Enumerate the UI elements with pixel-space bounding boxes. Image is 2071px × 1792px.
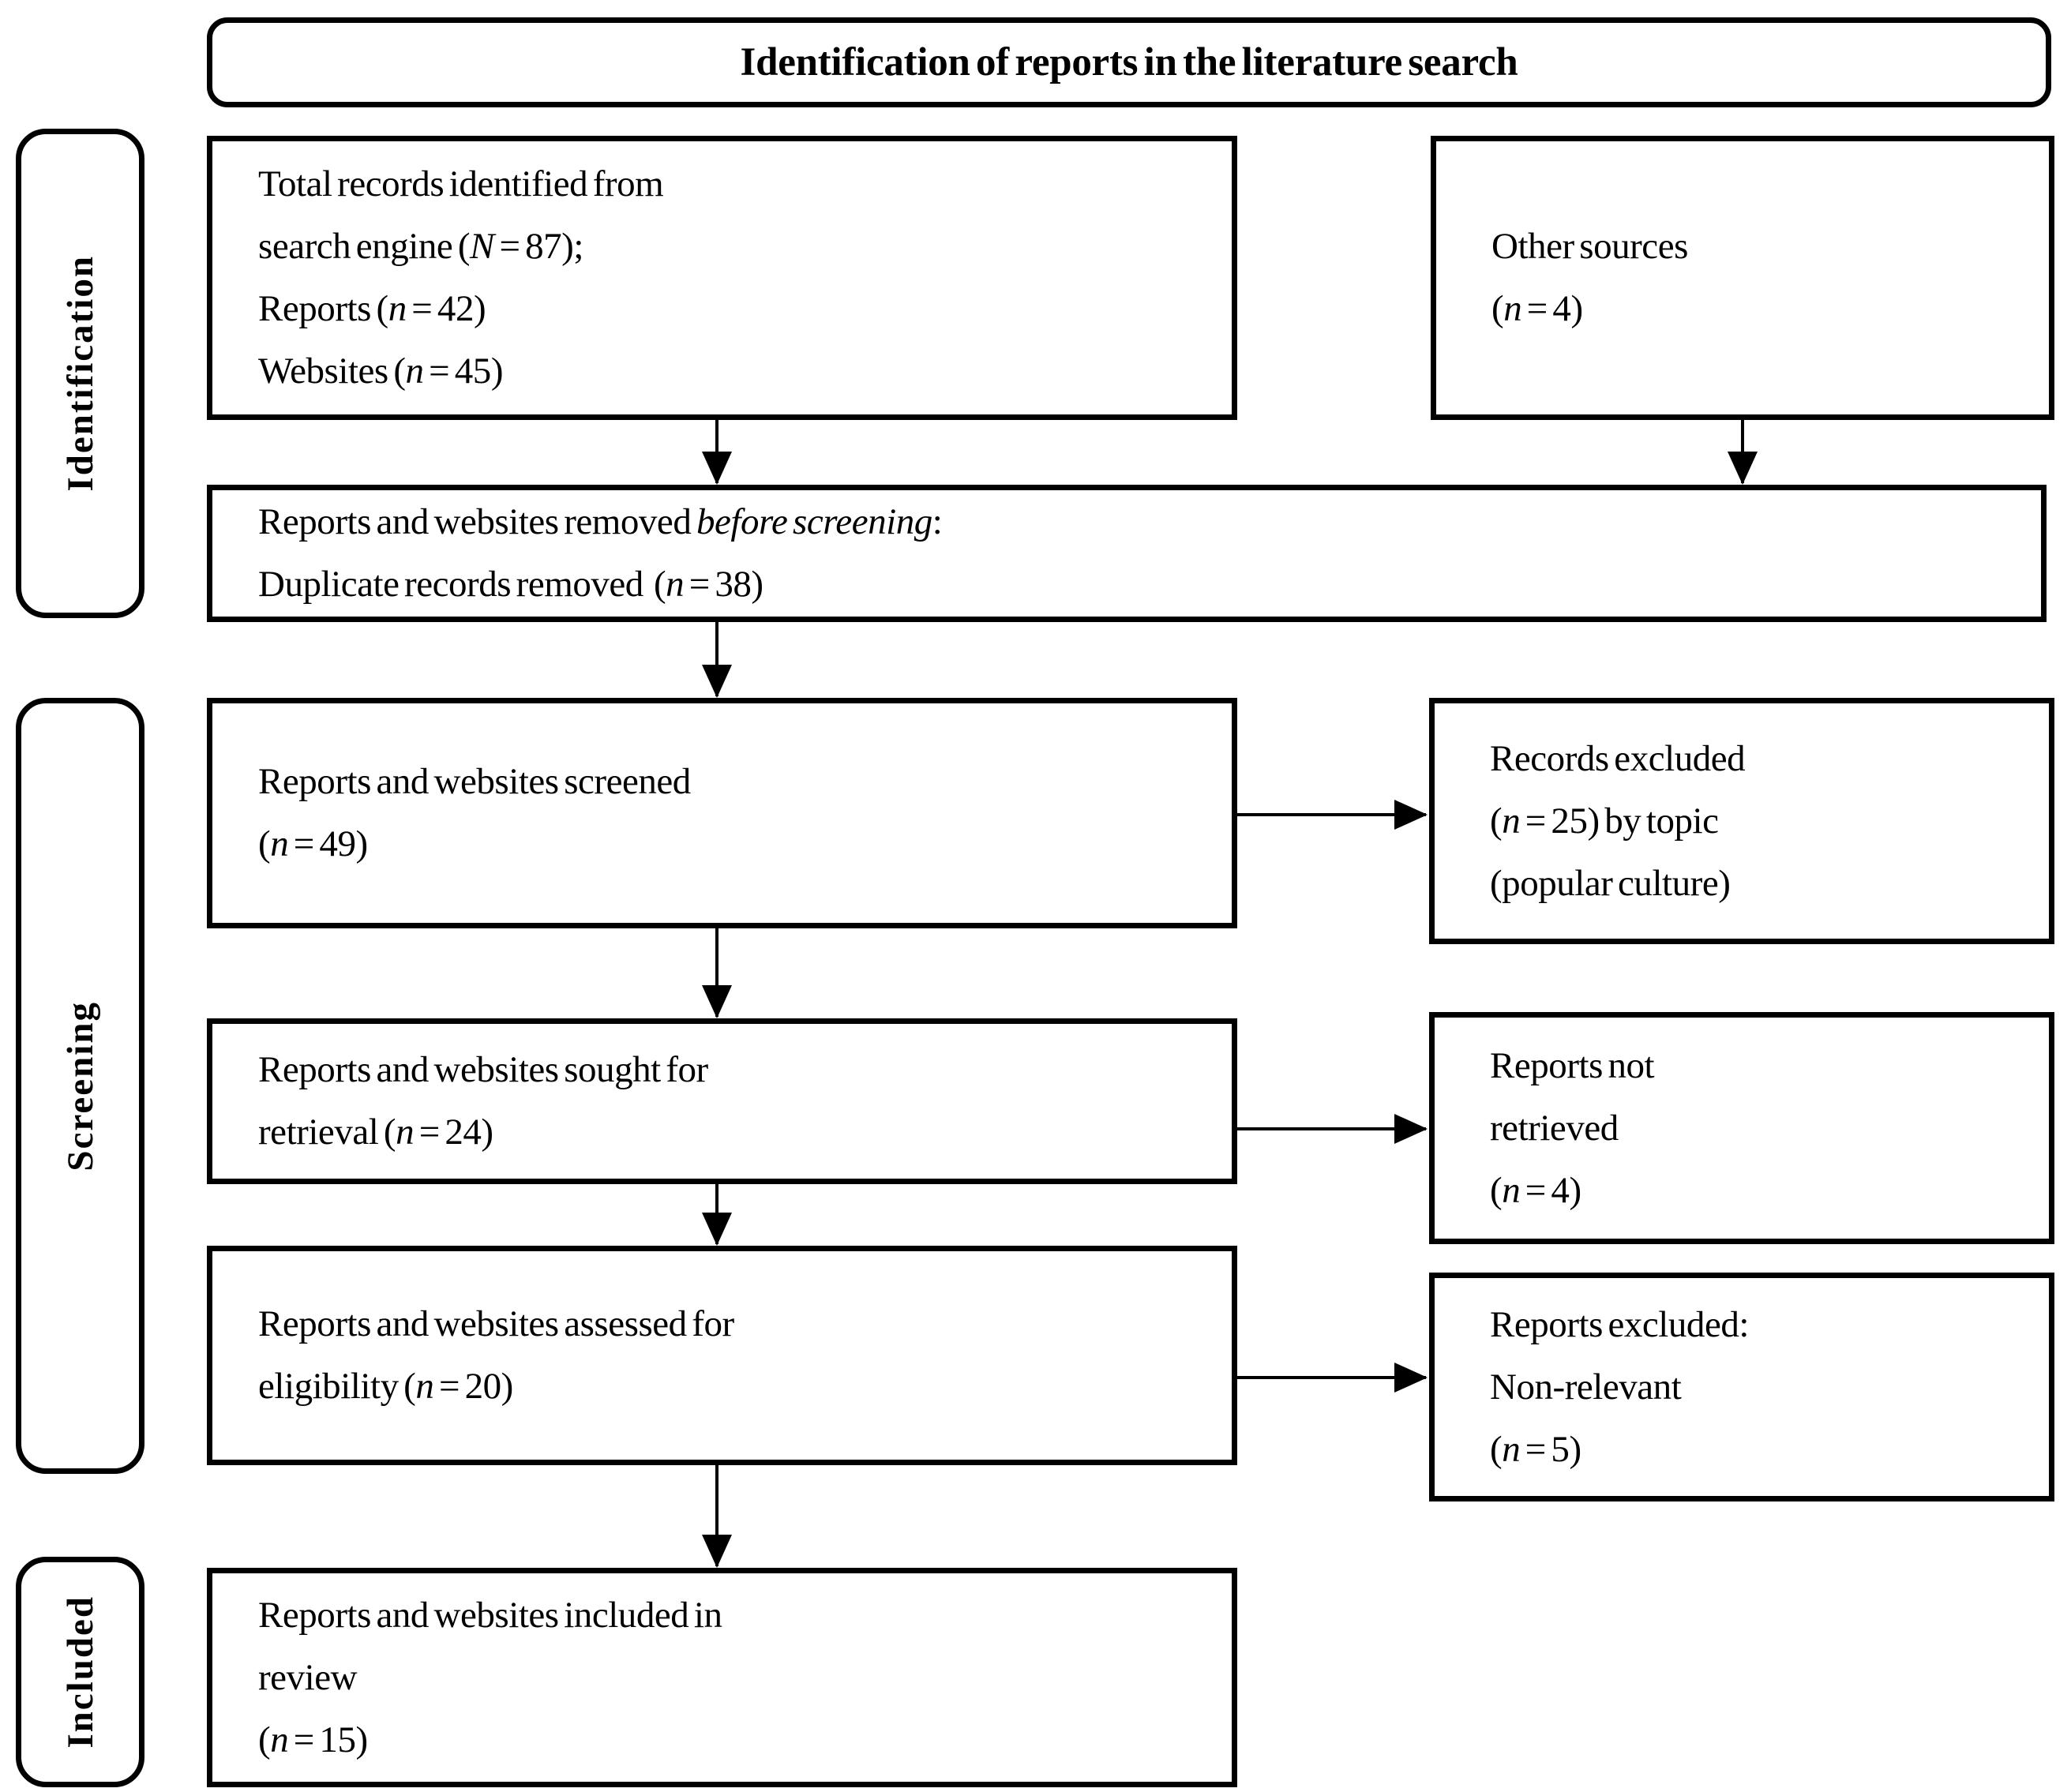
- box-text-line: (n = 15): [258, 1719, 368, 1760]
- box-text-line: Reports and websites sought for: [258, 1049, 708, 1090]
- box-assessed-for-eligibility: [207, 1246, 1237, 1465]
- box-text-line: Reports and websites screened: [258, 761, 691, 802]
- box-text-line: Reports and websites assessed for: [258, 1303, 734, 1344]
- box-reports-excluded-nonrelevant: [1429, 1273, 2054, 1501]
- box-text-line: (popular culture): [1490, 862, 1731, 904]
- box-reports-websites-screened: [207, 698, 1237, 928]
- box-text-line: (n = 4): [1490, 1169, 1581, 1211]
- box-reports-not-retrieved: [1429, 1012, 2054, 1244]
- box-text-line: (n = 4): [1491, 288, 1583, 329]
- stage-label-identification: [16, 129, 144, 618]
- box-text-line: Total records identified from: [258, 163, 664, 204]
- box-text-line: Non-relevant: [1490, 1366, 1682, 1408]
- box-text-line: (n = 5): [1490, 1428, 1581, 1470]
- box-text-line: Reports excluded:: [1490, 1303, 1749, 1345]
- box-text-line: search engine (N = 87);: [258, 226, 583, 267]
- stage-label-screening-text: Screening: [59, 1000, 101, 1172]
- box-total-records-identified: [207, 136, 1237, 420]
- diagram-title: Identification of reports in the literature search: [740, 40, 1518, 84]
- box-text-line: Reports and websites included in: [258, 1594, 722, 1636]
- box-text-line: Other sources: [1491, 226, 1688, 267]
- box-included-in-review: [207, 1568, 1237, 1787]
- box-text-line: Records excluded: [1490, 737, 1746, 779]
- box-text-line: eligibility (n = 20): [258, 1366, 513, 1407]
- box-text-line: Duplicate records removed (n = 38): [258, 564, 763, 605]
- stage-label-identification-text: Identification: [59, 255, 101, 492]
- box-text-line: Websites (n = 45): [258, 351, 504, 392]
- box-text-line: retrieval (n = 24): [258, 1112, 493, 1153]
- stage-label-included-text: Included: [59, 1595, 101, 1749]
- title-box: [207, 17, 2051, 107]
- box-text-line: review: [258, 1656, 358, 1698]
- box-text-line: (n = 49): [258, 823, 368, 864]
- box-text-line: retrieved: [1490, 1107, 1619, 1149]
- box-records-excluded: [1429, 698, 2054, 944]
- box-sought-for-retrieval: [207, 1018, 1237, 1184]
- stage-label-included: [16, 1557, 144, 1787]
- stage-label-screening: [16, 698, 144, 1474]
- box-text-line: (n = 25) by topic: [1490, 800, 1719, 842]
- box-other-sources: [1431, 136, 2054, 420]
- box-text-line: Reports and websites removed before screening:: [258, 501, 943, 542]
- box-text-line: Reports (n = 42): [258, 288, 486, 329]
- box-text-line: Reports not: [1490, 1044, 1655, 1086]
- box-removed-before-screening: [207, 485, 2047, 622]
